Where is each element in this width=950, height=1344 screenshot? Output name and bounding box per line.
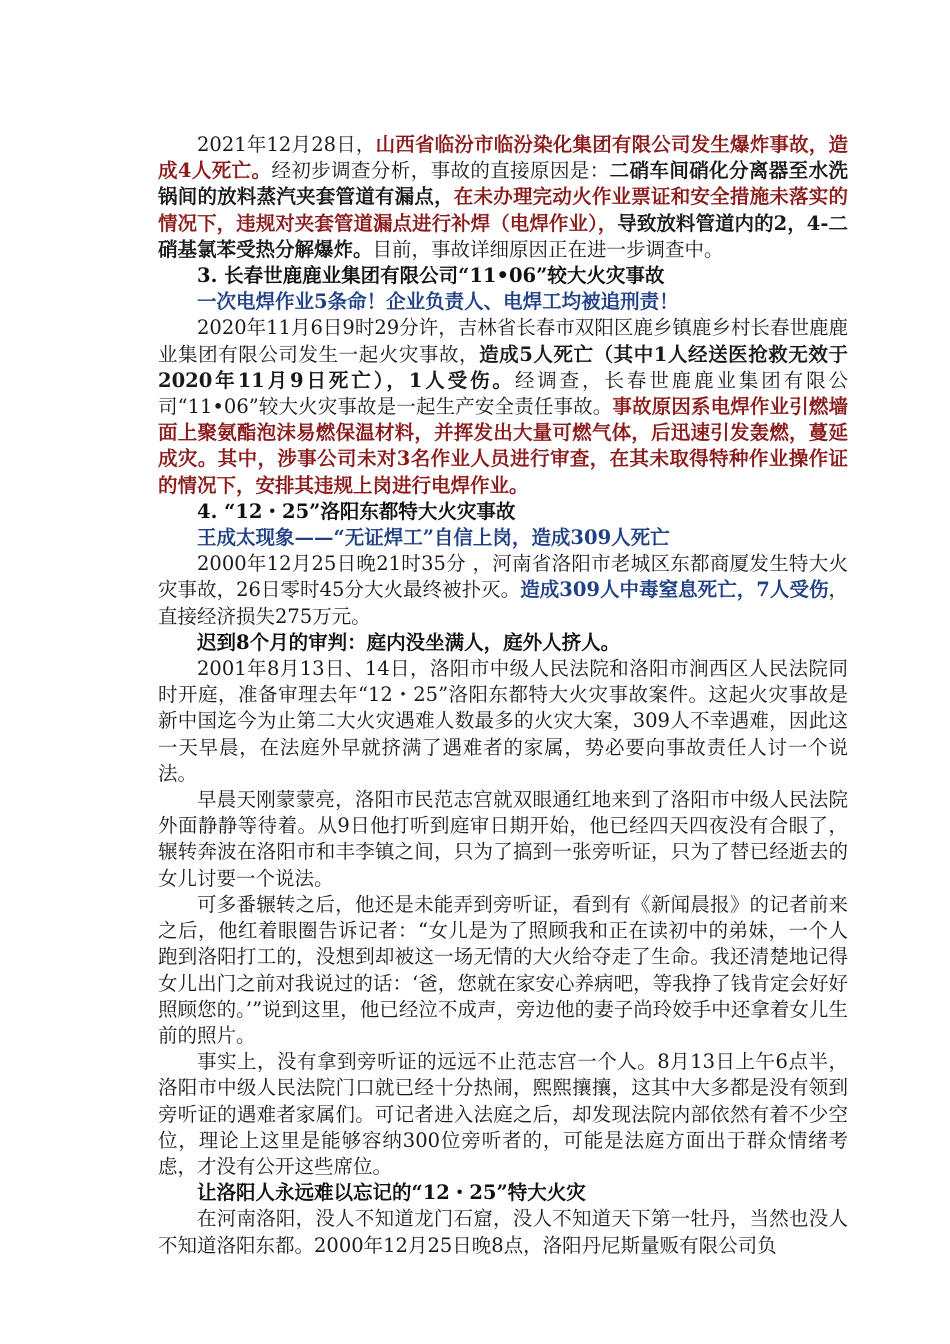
paragraph-luoyang-intro: 在河南洛阳，没人不知道龙门石窟，没人不知道天下第一牡丹，当然也没人不知道洛阳东都。2000年12月25日晚8点，洛阳丹尼斯量贩有限公司负 (158, 1207, 848, 1257)
section-subheading-3: 一次电焊作业5条命！企业负责人、电焊工均被追刑责！ (197, 290, 679, 314)
text-run: ，直接经济损失275万元。 (158, 578, 848, 628)
text-run: 2020年11月6日9时29分许，吉林省长春市双阳区鹿乡镇鹿乡村长春世鹿鹿业集团有限公司发生一起火灾事故， (158, 316, 848, 366)
paragraph-empty-seats: 事实上，没有拿到旁听证的远远不止范志宫一个人。8月13日上午6点半，洛阳市中级人民法院门口就已经十分热闹，熙熙攘攘，这其中大多都是没有领到旁听证的遇难者家属们。可记者进入法庭之后，却发现法院内部依然有着不少空位，理论上这里是能够容纳300位旁听者的，可能是法庭方面出于群众情绪考虑，才没有公开这些席位。 (158, 1050, 848, 1178)
highlight-bold: 造成5人死亡（其中1人经送医抢救无效于2020年11月9日死亡），1人受伤。 (158, 342, 848, 392)
paragraph-father-waiting: 早晨天刚蒙蒙亮，洛阳市民范志宫就双眼通红地来到了洛阳市中级人民法院外面静静等待着。从9日他打听到庭审日期开始，他已经四天四夜没有合眼了，辗转奔波在洛阳市和丰李镇之间，只为了搞到一张旁听证，只为了替已经逝去的女儿讨要一个说法。 (158, 788, 848, 890)
subheading-memory: 让洛阳人永远难以忘记的“12・25”特大火灾 (197, 1181, 586, 1205)
highlight-blue: 造成309人中毒窒息死亡，7人受伤 (520, 578, 829, 602)
paragraph-linfen-explosion (158, 132, 848, 263)
paragraph-trial: 2001年8月13日、14日，洛阳市中级人民法院和洛阳市涧西区人民法院同时开庭，准备审理去年“12・25”洛阳东都特大火灾事故案件。这起火灾事故是新中国迄今为止第二大火灾遇难人数最多的火灾大案，309人不幸遇难，因此这一天早晨，在法庭外早就挤满了遇难者的家属，势必要向事故责任人讨一个说法。 (158, 657, 848, 785)
highlight-red: 山西省临汾市临汾染化集团有限公司发生爆炸事故，造成4人死亡。 (158, 133, 848, 183)
text-run: 2021年12月28日， (197, 133, 376, 156)
document-page (158, 132, 848, 1259)
subheading-trial: 迟到8个月的审判：庭内没坐满人，庭外人挤人。 (197, 630, 621, 654)
paragraph-luoyang-fire (158, 551, 848, 630)
section-heading-3: 3. 长春世鹿鹿业集团有限公司“11•06”较大火灾事故 (197, 264, 665, 288)
paragraph-changchun-fire (158, 315, 848, 498)
paragraph-father-interview: 可多番辗转之后，他还是未能弄到旁听证，看到有《新闻晨报》的记者前来之后，他红着眼圈告诉记者：“女儿是为了照顾我和正在读初中的弟妹，一个人跑到洛阳打工的，没想到却被这一场无情的大火给夺走了生命。我还清楚地记得女儿出门之前对我说过的话：‘爸，您就在家安心养病吧，等我挣了钱肯定会好好照顾您的。’”说到这里，他已经泣不成声，旁边他的妻子尚玲姣手中还拿着女儿生前的照片。 (158, 892, 848, 1047)
text-run: 2000年12月25日晚21时35分 ，河南省洛阳市老城区东都商厦发生特大火灾事故，26日零时45分大火最终被扑灭。 (158, 552, 848, 602)
text-run: 经调查，长春世鹿鹿业集团有限公司“11•06”较大火灾事故是一起生产安全责任事故。 (158, 368, 848, 419)
section-heading-4: 4. “12・25”洛阳东都特大火灾事故 (197, 499, 516, 523)
text-run: 经初步调查分析，事故的直接原因是： (271, 159, 610, 183)
highlight-bold: 二硝车间硝化分离器至水洗锅间的放料蒸汽夹套管道有漏点， (158, 159, 848, 209)
highlight-red: 在未办理完动火作业票证和安全措施未落实的情况下，违规对夹套管道漏点进行补焊（电焊作业）， (158, 185, 848, 235)
highlight-bold: 导致放料管道内的2，4-二硝基氯苯受热分解爆炸。 (158, 211, 848, 261)
text-run: 目前，事故详细原因正在进一步调查中。 (372, 237, 724, 261)
highlight-red: 事故原因系电焊作业引燃墙面上聚氨酯泡沫易燃保温材料，并挥发出大量可燃气体，后迅速引发轰燃，蔓延成灾。其中，涉事公司未对3名作业人员进行审查，在其未取得特种作业操作证的情况下，安排其违规上岗进行电焊作业。 (158, 395, 848, 497)
section-subheading-4: 王成太现象——“无证焊工”自信上岗，造成309人死亡 (197, 526, 670, 550)
